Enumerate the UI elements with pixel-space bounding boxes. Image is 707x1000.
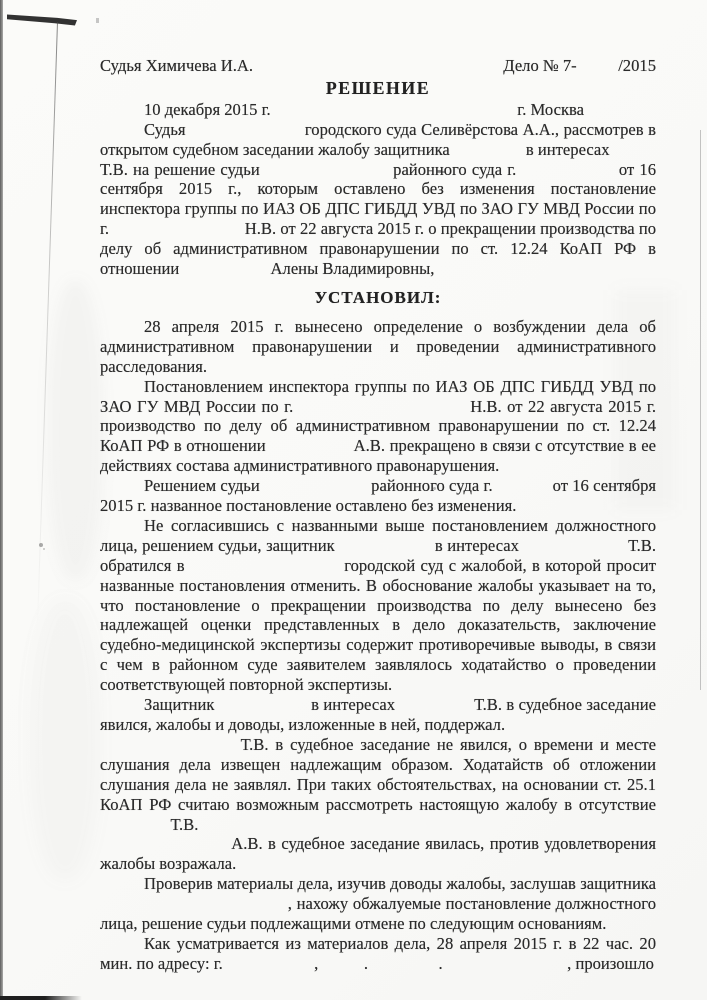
section-heading-ustanovil: УСТАНОВИЛ: [314, 287, 442, 307]
document-title: РЕШЕНИЕ [325, 77, 431, 98]
scan-right-edge-line [700, 130, 701, 690]
document-body [100, 56, 656, 974]
body-paragraph: Проверив материалы дела, изучив доводы жалобы, заслушав защитника , нахожу обжалуемые постановление должностного лица, решение судьи подлежащими отмене по следующим основаниям. [100, 874, 656, 934]
body-paragraph: А.В. в судебное заседание явилась, против удовлетворения жалобы возражала. [100, 834, 656, 874]
body-paragraph: Постановлением инспектора группы по ИАЗ ОБ ДПС ГИБДД УВД по ЗАО ГУ МВД России по г. Н.В. от 22 августа 2015 г. производство по делу об административном правонарушении по ст. 12.24 КоАП РФ в отношении А.В. прекращено в связи с отсутствие в ее действиях состава административного правонарушения. [100, 376, 656, 476]
decision-city: г. Москва [517, 99, 584, 119]
body-paragraph: Т.В. в судебное заседание не явился, о времени и месте слушания дела извещен надлежащим образом. Ходатайств об отложении слушания дела не заявлял. При таких обстоятельствах, на основании ст. 25.1 КоАП РФ считаю возможным рассмотреть настоящую жалобу в отсутствие Т.В. [100, 734, 656, 834]
body-paragraph: 28 апреля 2015 г. вынесено определение о возбуждении дела об административном правонарушении и проведении административного расследования. [100, 316, 656, 376]
bottom-edge-mark [0, 996, 82, 1000]
scan-left-edge-shadow [0, 0, 3, 1000]
scan-smudge [30, 600, 100, 880]
corner-fold-mark [7, 12, 77, 26]
body-paragraph: Защитник в интересах Т.В. в судебное заседание явился, жалобы и доводы, изложенные в ней, поддержал. [100, 695, 656, 734]
decision-date: 10 декабря 2015 г. [144, 99, 271, 119]
scan-speck [96, 18, 99, 23]
scan-speck [39, 543, 43, 547]
judge-name: Судья Химичева И.А. [100, 56, 254, 75]
preamble-paragraph: Судья городского суда Селивёрстова А.А., рассмотрев в открытом судебном заседании жалобу защитника в интересах Т.В. на решение судьи районного суда г. от 16 сентября 2015 г., которым оставлено без изменения постановление инспектора группы по ИАЗ ОБ ДПС ГИБДД УВД по ЗАО ГУ МВД России по г. Н.В. от 22 августа 2015 г. о прекращении производства по делу об административном правонарушении по ст. 12.24 КоАП РФ в отношении Алены Владимировны, [100, 119, 656, 279]
byline-row [100, 56, 656, 76]
body-paragraph: Решением судьи районного суда г. от 16 сентября 2015 г. названное постановление оставлено без изменения. [100, 476, 656, 516]
body-paragraph: Не согласившись с названными выше постановлением должностного лица, решением судьи, защитник в интересах Т.В. обратился в городской суд с жалобой, в которой просит названные постановления отменить. В обоснование жалобы указывает на то, что постановление о прекращении производства по делу вынесено без надлежащей оценки представленных в дело доказательств, заключение судебно-медицинской экспертизы содержит противоречивые выводы, в связи с чем в районном суде заявителем заявлялось ходатайство о проведении соответствующей повторной экспертизы. [100, 515, 656, 695]
date-row [100, 100, 656, 120]
scan-smudge [48, 280, 103, 580]
case-number: Дело № 7- /2015 [503, 56, 656, 75]
body-paragraph: Как усматривается из материалов дела, 28 апреля 2015 г. в 22 час. 20 мин. по адресу: г. , . . , произошло [100, 933, 656, 973]
